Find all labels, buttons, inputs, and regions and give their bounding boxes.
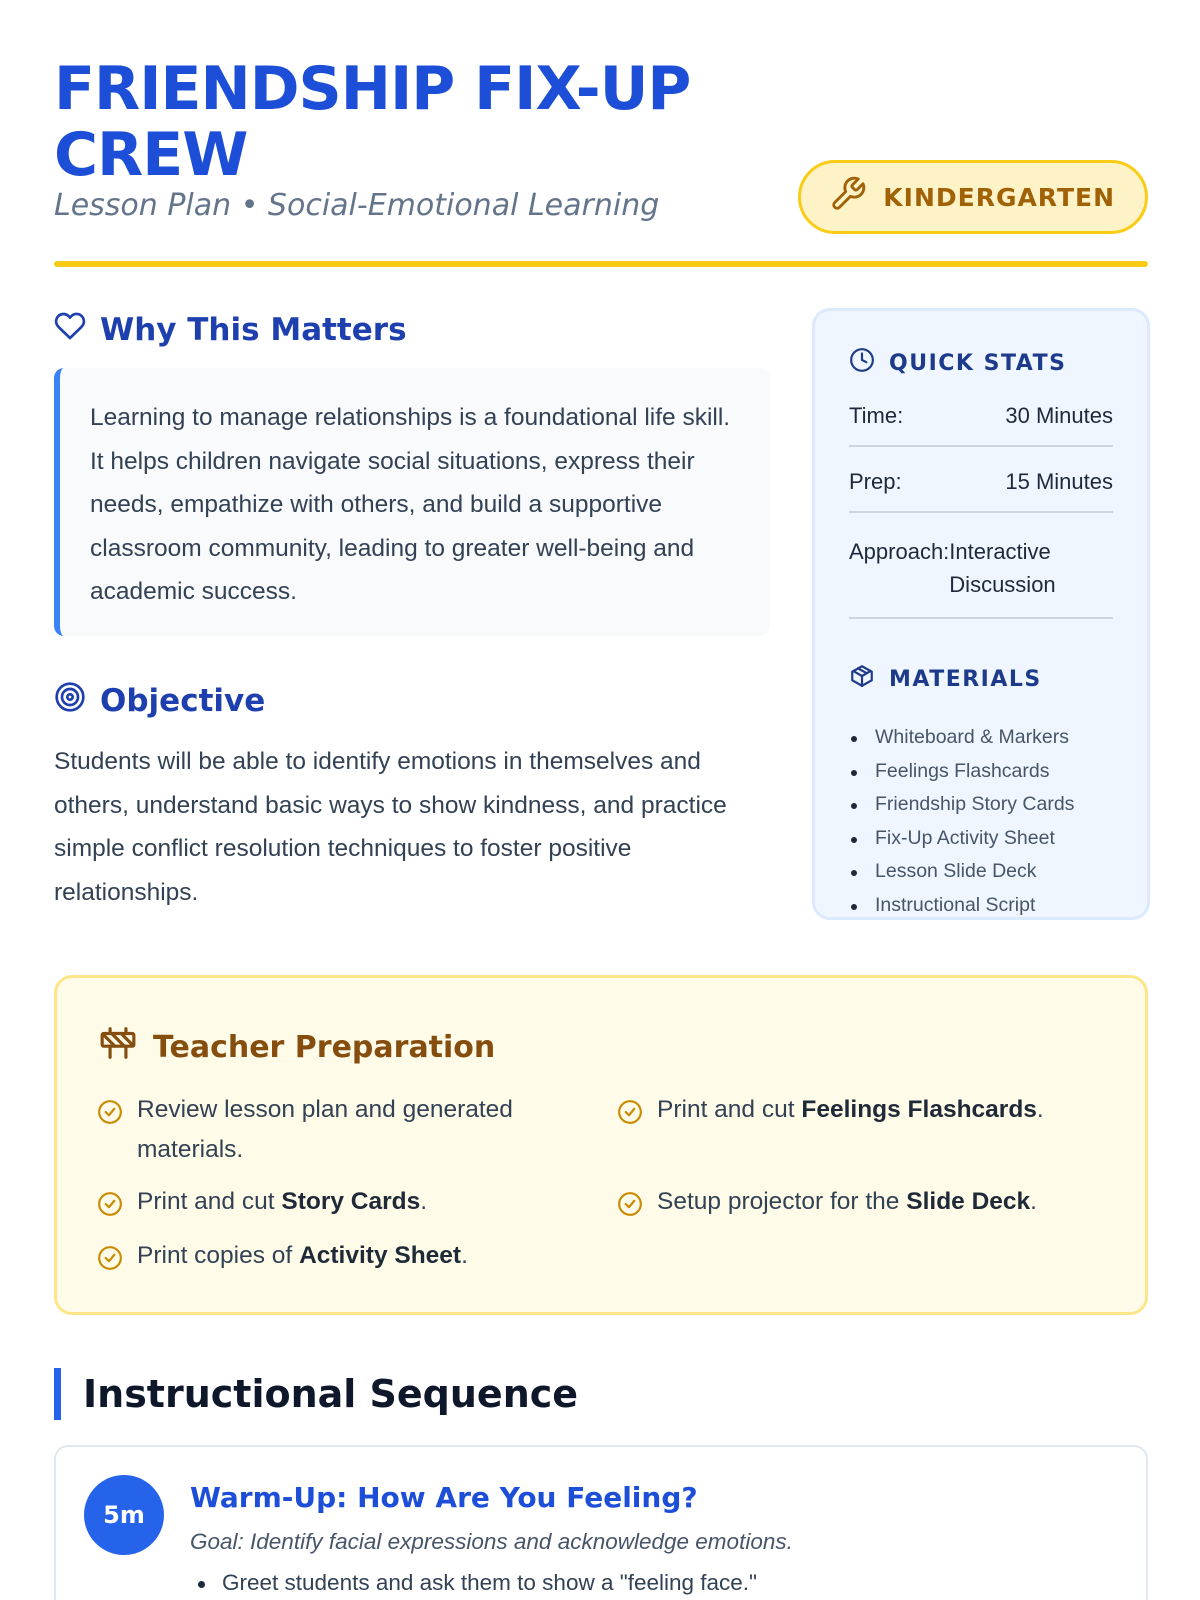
check-circle-icon	[97, 1190, 123, 1230]
why-heading-label: Why This Matters	[100, 312, 407, 348]
page-title: FRIENDSHIP FIX-UP CREW	[54, 54, 691, 190]
prep-heading	[99, 1024, 495, 1070]
objective-text: Students will be able to identify emotions in themselves and others, understand basic ways to show kindness, and practice simple conflict resolution techniques to foster positive relationships.	[54, 748, 727, 906]
prep-item-text: Print and cut Feelings Flashcards.	[657, 1096, 1044, 1123]
quick-stats-panel	[812, 308, 1150, 920]
clock-icon	[849, 347, 875, 379]
page-header	[54, 56, 1148, 266]
step-goal: Goal: Identify facial expressions and acknowledge emotions.	[190, 1529, 793, 1554]
stat-row-approach	[849, 535, 1113, 619]
barrier-icon	[99, 1024, 137, 1070]
objective-heading	[54, 681, 265, 721]
header-divider	[54, 261, 1148, 267]
check-circle-icon	[617, 1098, 643, 1138]
why-heading	[54, 310, 407, 350]
list-item: Friendship Story Cards	[849, 788, 1113, 822]
materials-label: MATERIALS	[889, 666, 1042, 692]
stat-label: Time:	[849, 403, 904, 428]
quick-stats-heading	[849, 347, 1113, 379]
stat-label: Prep:	[849, 469, 902, 494]
prep-checklist-item	[97, 1182, 567, 1230]
wrench-icon	[829, 175, 867, 219]
prep-checklist-item	[97, 1090, 567, 1170]
step-duration-badge: 5m	[84, 1475, 164, 1555]
stat-row-time	[849, 403, 1113, 447]
sequence-step	[54, 1445, 1148, 1600]
target-icon	[54, 681, 86, 721]
heart-icon	[54, 310, 86, 350]
prep-item-text: Setup projector for the Slide Deck.	[657, 1188, 1037, 1215]
prep-item-text: Print and cut Story Cards.	[137, 1188, 428, 1215]
prep-checklist-item	[617, 1182, 1117, 1230]
page-subtitle: Lesson Plan • Social-Emotional Learning	[54, 188, 660, 223]
list-item: Feelings Flashcards	[849, 755, 1113, 789]
stat-value: Interactive Discussion	[949, 539, 1056, 597]
list-item: Fix-Up Activity Sheet	[849, 822, 1113, 856]
check-circle-icon	[617, 1190, 643, 1230]
grade-label: KINDERGARTEN	[883, 182, 1115, 212]
objective-heading-label: Objective	[100, 683, 266, 719]
stat-label: Approach:	[849, 539, 950, 564]
prep-item-text: Review lesson plan and generated materials.	[137, 1096, 513, 1163]
materials-heading	[849, 663, 1113, 695]
materials-list	[849, 721, 1113, 922]
teacher-preparation-panel	[54, 975, 1148, 1315]
list-item: Instructional Script	[849, 889, 1113, 923]
prep-checklist-item	[97, 1236, 567, 1284]
check-circle-icon	[97, 1244, 123, 1284]
prep-heading-label: Teacher Preparation	[153, 1029, 496, 1065]
box-icon	[849, 663, 875, 695]
sequence-heading: Instructional Sequence	[54, 1368, 578, 1420]
prep-checklist-item	[617, 1090, 1117, 1138]
grade-badge	[798, 160, 1148, 234]
stat-row-prep	[849, 469, 1113, 513]
why-callout: Learning to manage relationships is a foundational life skill. It helps children navigate social situations, express their needs, empathize with others, and build a supportive classroom community, leading to greater well-being and academic success.	[54, 368, 770, 636]
list-item: Whiteboard & Markers	[849, 721, 1113, 755]
check-circle-icon	[97, 1098, 123, 1170]
prep-item-text: Print copies of Activity Sheet.	[137, 1242, 468, 1269]
quick-stats-label: QUICK STATS	[889, 350, 1067, 376]
list-item: Lesson Slide Deck	[849, 855, 1113, 889]
step-title: Warm-Up: How Are You Feeling?	[190, 1481, 698, 1514]
stat-value: 15 Minutes	[1005, 469, 1113, 494]
step-bullets	[196, 1565, 757, 1600]
list-item: Greet students and ask them to show a "feeling face."	[196, 1565, 757, 1600]
stat-value: 30 Minutes	[1005, 403, 1113, 428]
